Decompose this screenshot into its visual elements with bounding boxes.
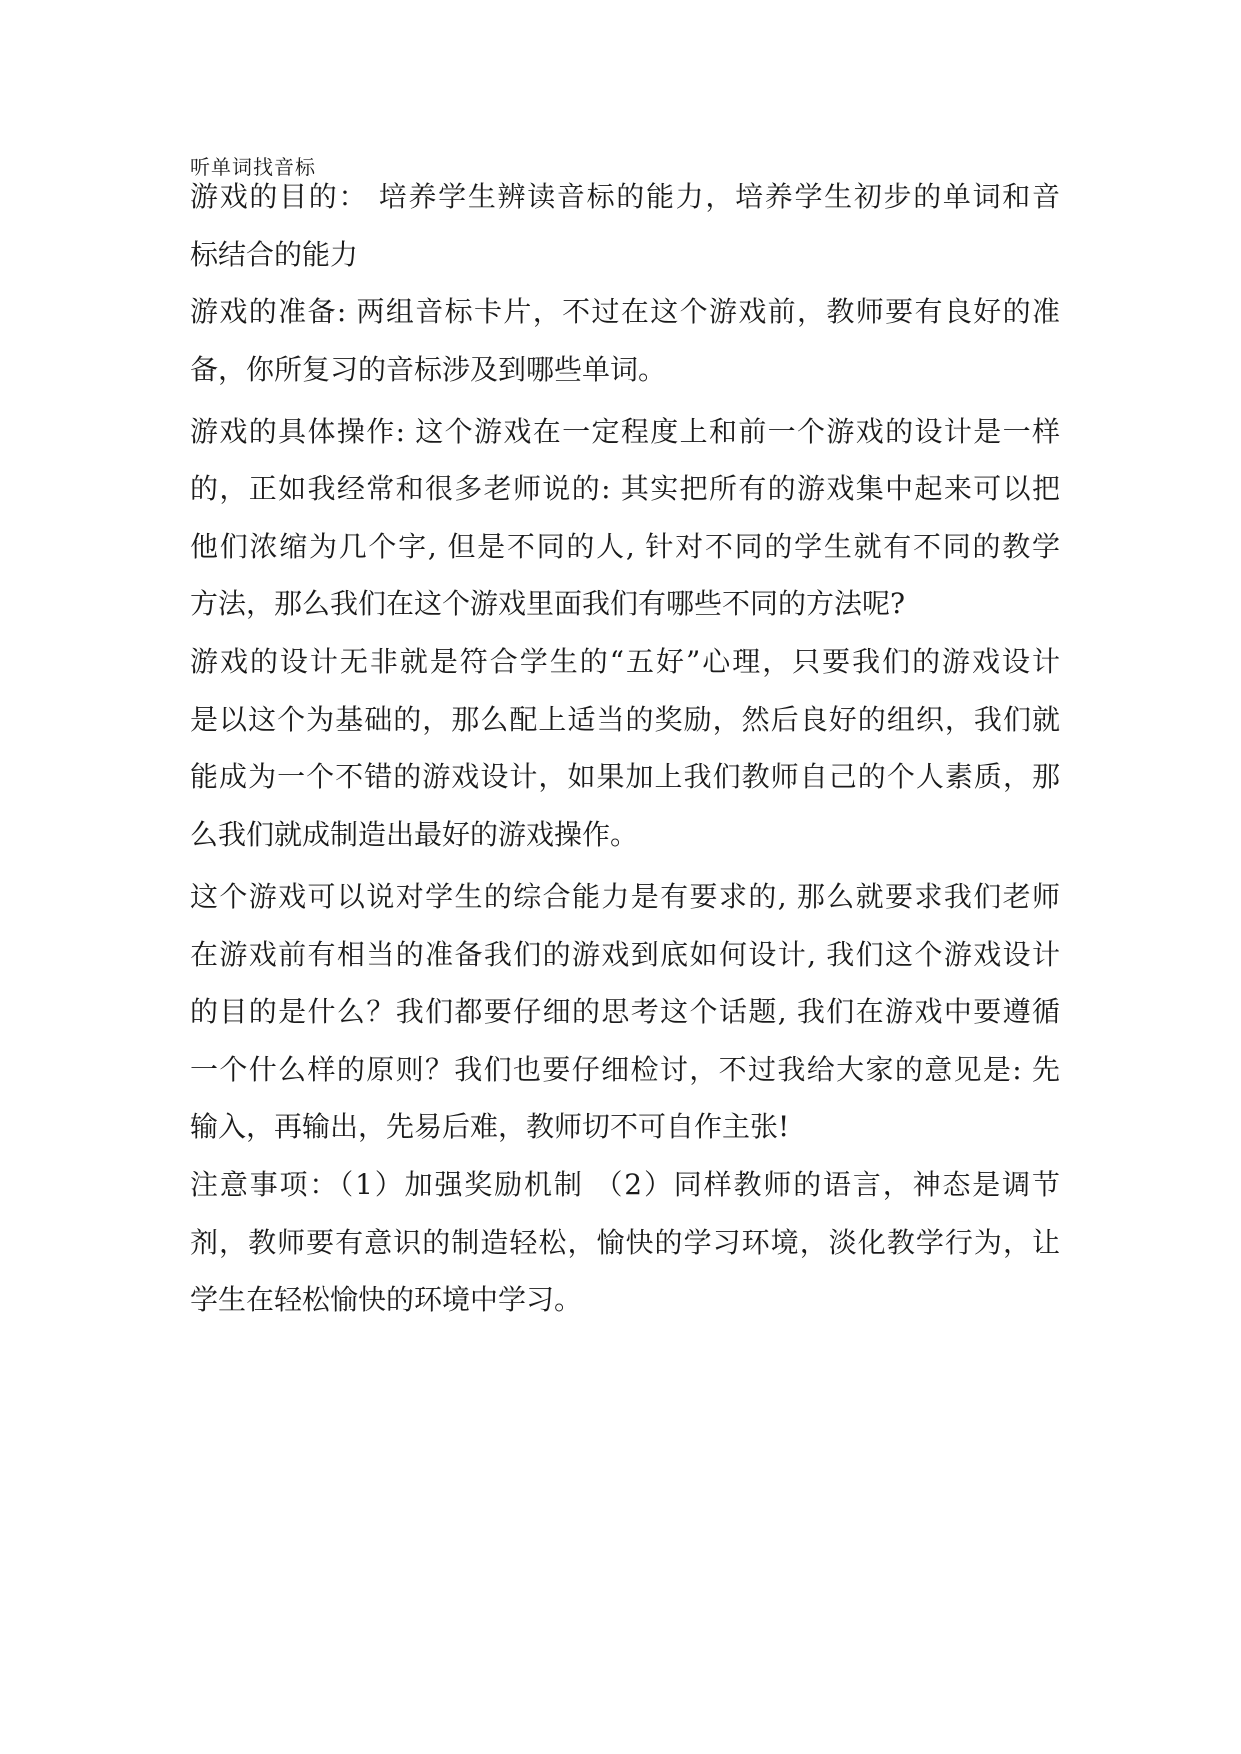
text-line-03: 游戏的准备: 两组音标卡片，不过在这个游戏前，教师要有良好的准 [190, 295, 1060, 328]
text-line-08: 方法，那么我们在这个游戏里面我们有哪些不同的方法呢? [190, 587, 906, 620]
text-line-01: 游戏的目的： 培养学生辨读音标的能力，培养学生初步的单词和音 [190, 180, 1060, 213]
text-line-11: 能成为一个不错的游戏设计，如果加上我们教师自己的个人素质，那 [190, 760, 1060, 793]
text-line-07: 他们浓缩为几个字, 但是不同的人, 针对不同的学生就有不同的教学 [190, 530, 1060, 563]
text-line-14: 在游戏前有相当的准备我们的游戏到底如何设计, 我们这个游戏设计 [190, 938, 1060, 971]
text-line-16: 一个什么样的原则？我们也要仔细检讨，不过我给大家的意见是: 先 [190, 1053, 1060, 1086]
text-line-05: 游戏的具体操作: 这个游戏在一定程度上和前一个游戏的设计是一样 [190, 415, 1060, 448]
text-line-15: 的目的是什么？我们都要仔细的思考这个话题, 我们在游戏中要遵循 [190, 995, 1060, 1028]
document-title: 听单词找音标 [190, 155, 316, 179]
text-line-06: 的，正如我经常和很多老师说的: 其实把所有的游戏集中起来可以把 [190, 472, 1060, 505]
text-line-18: 注意事项：（1）加强奖励机制 （2）同样教师的语言，神态是调节 [190, 1168, 1060, 1201]
text-line-17: 输入，再输出，先易后难，教师切不可自作主张! [190, 1110, 790, 1143]
text-line-19: 剂，教师要有意识的制造轻松，愉快的学习环境，淡化教学行为，让 [190, 1226, 1060, 1259]
text-line-04: 备，你所复习的音标涉及到哪些单词。 [190, 353, 667, 386]
text-line-20: 学生在轻松愉快的环境中学习。 [190, 1283, 583, 1316]
text-line-02: 标结合的能力 [190, 238, 359, 271]
text-line-09: 游戏的设计无非就是符合学生的“五好”心理，只要我们的游戏设计 [190, 645, 1060, 678]
text-line-10: 是以这个为基础的，那么配上适当的奖励，然后良好的组织，我们就 [190, 703, 1060, 736]
text-line-13: 这个游戏可以说对学生的综合能力是有要求的, 那么就要求我们老师 [190, 880, 1060, 913]
text-line-12: 么我们就成制造出最好的游戏操作。 [190, 818, 639, 851]
